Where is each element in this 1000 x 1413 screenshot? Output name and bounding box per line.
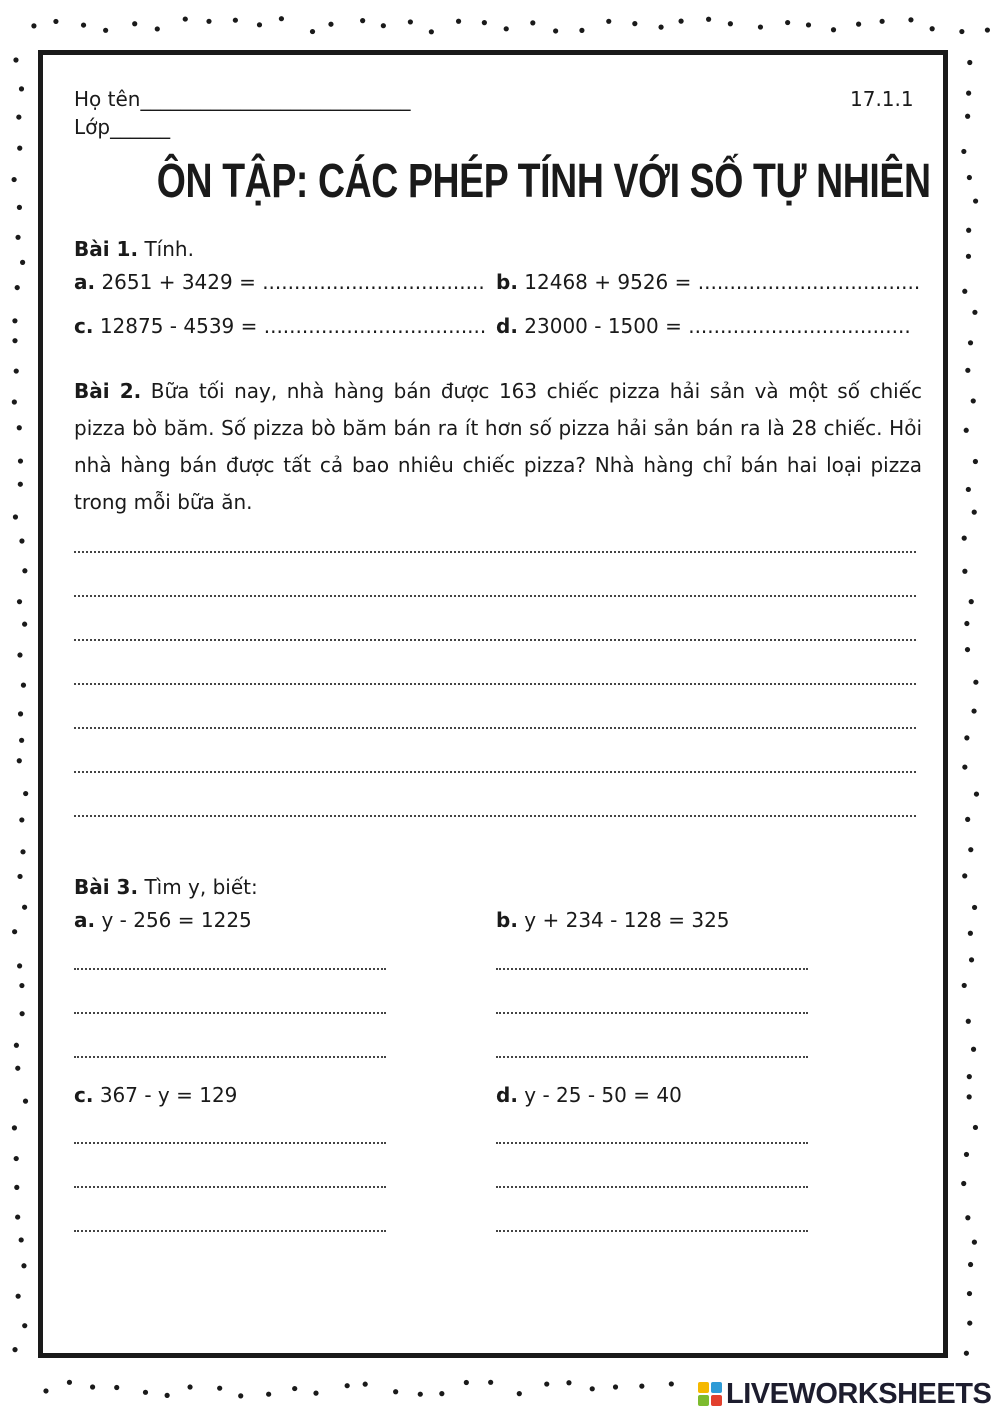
- decor-dot: [12, 399, 17, 404]
- item-letter: c.: [74, 314, 94, 338]
- item-letter: d.: [496, 314, 518, 338]
- decor-dot: [17, 652, 22, 657]
- decor-dot: [15, 1214, 20, 1219]
- item-letter: a.: [74, 908, 96, 932]
- decor-dot: [962, 873, 967, 878]
- decor-dot: [363, 1382, 368, 1387]
- decor-dot: [972, 905, 977, 910]
- decor-dot: [966, 1019, 971, 1024]
- decor-dot: [517, 1391, 522, 1396]
- item-letter: c.: [74, 1083, 94, 1107]
- bai2-question: [74, 373, 922, 521]
- decor-dot: [973, 680, 978, 685]
- decor-dot: [53, 19, 58, 24]
- decor-dot: [504, 26, 509, 31]
- answer-line[interactable]: [74, 815, 916, 817]
- page-title: ÔN TẬP: CÁC PHÉP TÍNH VỚI SỐ TỰ NHIÊN: [156, 155, 931, 208]
- decor-dot: [114, 1385, 119, 1390]
- decor-dot: [22, 1323, 27, 1328]
- decor-dot: [968, 340, 973, 345]
- decor-dot: [632, 21, 637, 26]
- decor-dot: [20, 849, 25, 854]
- item-text: y - 256 = 1225: [101, 908, 252, 932]
- decor-dot: [964, 735, 969, 740]
- name-blank[interactable]: ___________________________: [140, 87, 411, 111]
- class-field[interactable]: [74, 115, 170, 139]
- bai1-heading: [74, 237, 194, 261]
- decor-dot: [14, 1185, 19, 1190]
- decor-dot: [292, 1386, 297, 1391]
- decor-dot: [961, 149, 966, 154]
- decor-dot: [959, 29, 964, 34]
- item-text: 367 - y = 129: [99, 1083, 238, 1107]
- item-text: 12875 - 4539 = ...................................: [99, 314, 487, 338]
- decor-dot: [81, 22, 86, 27]
- decor-dot: [728, 21, 733, 26]
- decor-dot: [165, 1393, 170, 1398]
- decor-dot: [393, 1389, 398, 1394]
- item-letter: b.: [496, 270, 518, 294]
- class-blank[interactable]: ______: [110, 115, 171, 139]
- decor-dot: [930, 26, 935, 31]
- class-label: Lớp: [74, 115, 111, 139]
- decor-dot: [968, 847, 973, 852]
- answer-line[interactable]: [496, 1056, 808, 1058]
- decor-dot: [103, 28, 108, 33]
- decor-dot: [14, 368, 19, 373]
- decor-dot: [488, 1380, 493, 1385]
- decor-dot: [17, 205, 22, 210]
- bai3-item-b: [496, 908, 730, 932]
- answer-line[interactable]: [74, 968, 386, 970]
- decor-dot: [20, 1011, 25, 1016]
- decor-dot: [14, 1043, 19, 1048]
- answer-line[interactable]: [74, 771, 916, 773]
- decor-dot: [566, 1380, 571, 1385]
- answer-line[interactable]: [74, 1230, 386, 1232]
- decor-dot: [967, 1291, 972, 1296]
- decor-dot: [16, 1294, 21, 1299]
- decor-dot: [966, 487, 971, 492]
- decor-dot: [90, 1384, 95, 1389]
- decor-dot: [360, 18, 365, 23]
- decor-dot: [706, 17, 711, 22]
- decor-dot: [19, 738, 24, 743]
- decor-dot: [18, 711, 23, 716]
- decor-dot: [15, 285, 20, 290]
- decor-dot: [553, 28, 558, 33]
- decor-dot: [639, 1384, 644, 1389]
- decor-dot: [972, 510, 977, 515]
- decor-dot: [17, 758, 22, 763]
- decor-dot: [16, 114, 21, 119]
- decor-dot: [967, 60, 972, 65]
- decor-dot: [908, 17, 913, 22]
- item-letter: b.: [496, 908, 518, 932]
- bai2-text: Bữa tối nay, nhà hàng bán được 163 chiếc pizza hải sản và một số chiếc pizza bò băm. Số pizza bò băm bán ra ít hơn số pizza hải sản bán ra là 28 chiếc. Hỏi nhà hàng bán được tất cả bao nhiêu chiếc pizza? Nhà hàng chỉ bán hai loại pizza trong mỗi bữa ăn.: [74, 379, 922, 514]
- decor-dot: [429, 29, 434, 34]
- decor-dot: [965, 114, 970, 119]
- bai1-item-d[interactable]: [496, 314, 911, 338]
- decor-dot: [43, 1388, 48, 1393]
- decor-dot: [856, 22, 861, 27]
- decor-dot: [962, 983, 967, 988]
- decor-dot: [12, 338, 17, 343]
- decor-dot: [19, 983, 24, 988]
- decor-dot: [17, 874, 22, 879]
- decor-dot: [13, 57, 18, 62]
- decor-dot: [21, 1263, 26, 1268]
- bai3-label: Bài 3.: [74, 875, 139, 899]
- decor-dot: [658, 25, 663, 30]
- decor-dot: [183, 16, 188, 21]
- decor-dot: [969, 957, 974, 962]
- item-text: 2651 + 3429 = ...................................: [101, 270, 485, 294]
- bai2-label: Bài 2.: [74, 379, 142, 403]
- decor-dot: [961, 1181, 966, 1186]
- decor-dot: [965, 647, 970, 652]
- logo-grid-icon: [698, 1382, 722, 1406]
- decor-dot: [12, 318, 17, 323]
- decor-dot: [965, 1215, 970, 1220]
- decor-dot: [544, 1381, 549, 1386]
- decor-dot: [23, 791, 28, 796]
- decor-dot: [23, 1099, 28, 1104]
- liveworksheets-logo[interactable]: [698, 1378, 991, 1410]
- decor-dot: [880, 19, 885, 24]
- answer-line[interactable]: [496, 1230, 808, 1232]
- decor-dot: [968, 931, 973, 936]
- decor-dot: [21, 683, 26, 688]
- decor-dot: [13, 514, 18, 519]
- item-letter: a.: [74, 270, 96, 294]
- decor-dot: [15, 235, 20, 240]
- decor-dot: [439, 1391, 444, 1396]
- name-label: Họ tên: [74, 87, 141, 111]
- decor-dot: [971, 1047, 976, 1052]
- answer-line[interactable]: [74, 1012, 386, 1014]
- decor-dot: [279, 16, 284, 21]
- decor-dot: [22, 622, 27, 627]
- item-text: y + 234 - 128 = 325: [524, 908, 730, 932]
- decor-dot: [17, 599, 22, 604]
- answer-line[interactable]: [74, 683, 916, 685]
- decor-dot: [19, 538, 24, 543]
- decor-dot: [806, 22, 811, 27]
- decor-dot: [831, 27, 836, 32]
- decor-dot: [967, 1074, 972, 1079]
- answer-line[interactable]: [496, 968, 808, 970]
- decor-dot: [962, 289, 967, 294]
- decor-dot: [132, 21, 137, 26]
- decor-dot: [966, 90, 971, 95]
- decor-dot: [19, 1237, 24, 1242]
- decor-dot: [530, 20, 535, 25]
- decor-dot: [965, 817, 970, 822]
- item-text: 23000 - 1500 = ...................................: [524, 314, 911, 338]
- worksheet-code: 17.1.1: [850, 87, 914, 111]
- decor-dot: [973, 1125, 978, 1130]
- decor-dot: [967, 1320, 972, 1325]
- decor-dot: [579, 28, 584, 33]
- decor-dot: [17, 146, 22, 151]
- decor-dot: [965, 368, 970, 373]
- logo-text: LIVEWORKSHEETS: [726, 1377, 992, 1410]
- decor-dot: [310, 29, 315, 34]
- decor-dot: [17, 963, 22, 968]
- decor-dot: [257, 22, 262, 27]
- decor-dot: [18, 482, 23, 487]
- decor-dot: [464, 1380, 469, 1385]
- decor-dot: [962, 569, 967, 574]
- decor-dot: [20, 260, 25, 265]
- decor-dot: [966, 228, 971, 233]
- decor-dot: [964, 1351, 969, 1356]
- bai3-instruction: Tìm y, biết:: [144, 875, 258, 899]
- bai3-item-a: [74, 908, 252, 932]
- decor-dot: [962, 764, 967, 769]
- bai1-label: Bài 1.: [74, 237, 139, 261]
- decor-dot: [18, 458, 23, 463]
- decor-dot: [966, 254, 971, 259]
- decor-dot: [590, 1386, 595, 1391]
- answer-line[interactable]: [74, 1142, 386, 1144]
- decor-dot: [14, 1156, 19, 1161]
- decor-dot: [217, 1386, 222, 1391]
- answer-line[interactable]: [74, 727, 916, 729]
- decor-dot: [973, 198, 978, 203]
- item-letter: d.: [496, 1083, 518, 1107]
- decor-dot: [238, 1393, 243, 1398]
- decor-dot: [12, 929, 17, 934]
- decor-dot: [678, 19, 683, 24]
- bai3-item-c: [74, 1083, 237, 1107]
- decor-dot: [972, 1240, 977, 1245]
- decor-dot: [968, 1262, 973, 1267]
- decor-dot: [187, 1384, 192, 1389]
- decor-dot: [155, 26, 160, 31]
- bai1-instruction: Tính.: [144, 237, 194, 261]
- decor-dot: [19, 817, 24, 822]
- bai1-item-b[interactable]: [496, 270, 920, 294]
- answer-line[interactable]: [496, 1142, 808, 1144]
- decor-dot: [971, 708, 976, 713]
- decor-dot: [456, 19, 461, 24]
- decor-dot: [266, 1392, 271, 1397]
- decor-dot: [12, 1347, 17, 1352]
- item-text: y - 25 - 50 = 40: [524, 1083, 682, 1107]
- decor-dot: [964, 621, 969, 626]
- decor-dot: [969, 599, 974, 604]
- answer-line[interactable]: [74, 1056, 386, 1058]
- decor-dot: [482, 20, 487, 25]
- decor-dot: [381, 23, 386, 28]
- answer-line[interactable]: [74, 1186, 386, 1188]
- decor-dot: [22, 905, 27, 910]
- decor-dot: [971, 398, 976, 403]
- decor-dot: [345, 1383, 350, 1388]
- answer-line[interactable]: [74, 639, 916, 641]
- decor-dot: [15, 1066, 20, 1071]
- decor-dot: [313, 1391, 318, 1396]
- decor-dot: [972, 310, 977, 315]
- decor-dot: [12, 1125, 17, 1130]
- answer-line[interactable]: [496, 1012, 808, 1014]
- decor-dot: [985, 27, 990, 32]
- decor-dot: [967, 1094, 972, 1099]
- decor-dot: [785, 20, 790, 25]
- decor-dot: [206, 19, 211, 24]
- answer-line[interactable]: [496, 1186, 808, 1188]
- bai1-item-a[interactable]: [74, 270, 485, 294]
- decor-dot: [962, 536, 967, 541]
- decor-dot: [967, 175, 972, 180]
- decor-dot: [964, 428, 969, 433]
- decor-dot: [12, 177, 17, 182]
- decor-dot: [974, 791, 979, 796]
- name-field[interactable]: [74, 87, 410, 111]
- decor-dot: [606, 19, 611, 24]
- decor-dot: [613, 1384, 618, 1389]
- decor-dot: [964, 1152, 969, 1157]
- decor-dot: [22, 568, 27, 573]
- item-text: 12468 + 9526 = ...................................: [524, 270, 921, 294]
- decor-dot: [418, 1392, 423, 1397]
- decor-dot: [31, 23, 36, 28]
- decor-dot: [973, 459, 978, 464]
- decor-dot: [408, 19, 413, 24]
- decor-dot: [669, 1381, 674, 1386]
- decor-dot: [328, 22, 333, 27]
- bai3-item-d: [496, 1083, 682, 1107]
- decor-dot: [67, 1380, 72, 1385]
- decor-dot: [233, 18, 238, 23]
- answer-line[interactable]: [74, 595, 916, 597]
- answer-line[interactable]: [74, 551, 916, 553]
- bai3-heading: [74, 875, 258, 899]
- decor-dot: [19, 86, 24, 91]
- decor-dot: [143, 1390, 148, 1395]
- decor-dot: [758, 24, 763, 29]
- bai1-item-c[interactable]: [74, 314, 486, 338]
- decor-dot: [17, 425, 22, 430]
